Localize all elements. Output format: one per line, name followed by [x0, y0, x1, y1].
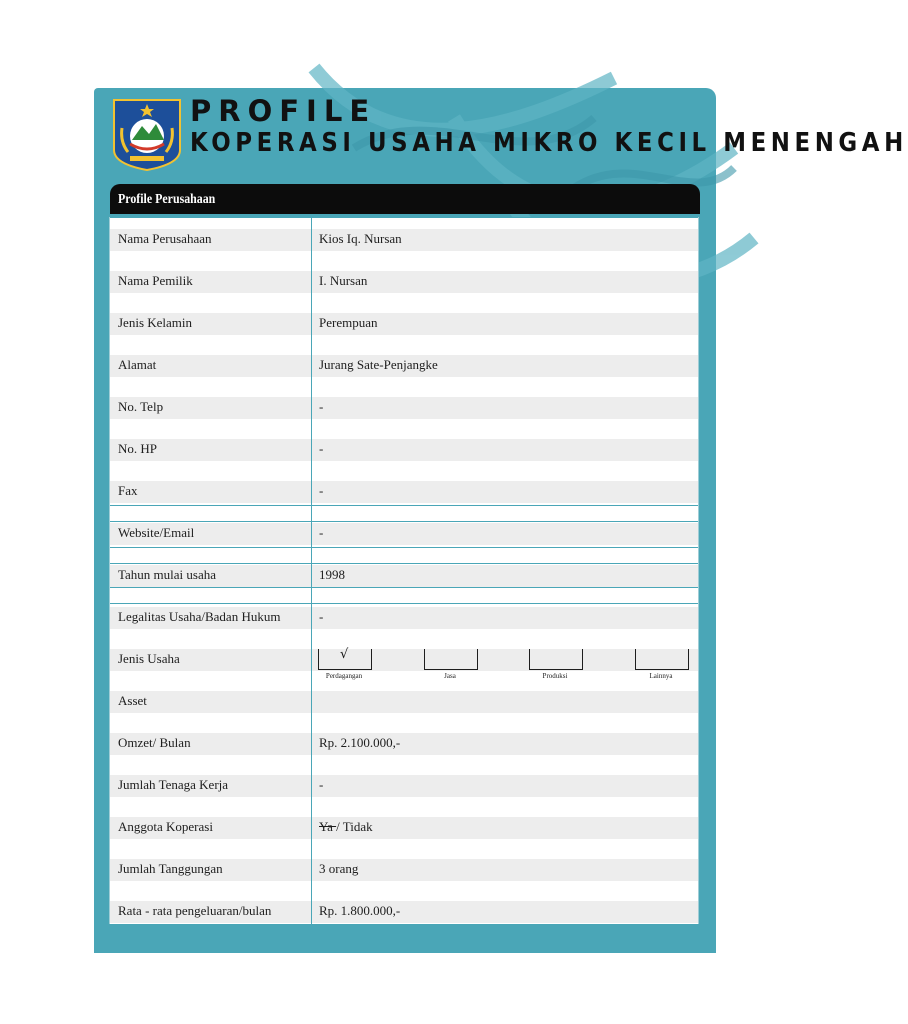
- page-title: PROFILE: [190, 94, 377, 128]
- checkbox-jasa[interactable]: [424, 649, 478, 670]
- row-label-asset: Asset: [118, 693, 147, 708]
- row-value-no-telp: -: [319, 399, 324, 414]
- row-value-anggota-koperasi: [319, 819, 373, 835]
- option-label-jasa: Jasa: [444, 672, 456, 680]
- row-value-website-email: -: [319, 525, 324, 540]
- option-label-produksi: Produksi: [542, 672, 568, 680]
- profile-table: [109, 217, 699, 924]
- row-value-no-hp: -: [319, 441, 324, 456]
- table-rule: [110, 505, 698, 506]
- row-label-jenis-kelamin: Jenis Kelamin: [118, 315, 193, 330]
- row-label-website-email: Website/Email: [118, 525, 195, 540]
- checkbox-perdagangan[interactable]: [318, 649, 372, 670]
- row-label-fax: Fax: [118, 483, 138, 498]
- row-label-omzet: Omzet/ Bulan: [118, 735, 191, 750]
- row-label-legalitas-usaha: Legalitas Usaha/Badan Hukum: [118, 609, 281, 624]
- row-value-nama-perusahaan: Kios Iq. Nursan: [319, 231, 402, 246]
- row-label-nama-perusahaan: Nama Perusahaan: [118, 231, 212, 246]
- table-rule: [110, 587, 698, 588]
- checkbox-produksi[interactable]: [529, 649, 583, 670]
- row-value-jenis-kelamin: Perempuan: [319, 315, 378, 330]
- row-label-no-telp: No. Telp: [118, 399, 164, 414]
- page-subtitle: KOPERASI USAHA MIKRO KECIL MENENGAH: [190, 128, 908, 158]
- row-value-alamat: Jurang Sate-Penjangke: [319, 357, 438, 372]
- table-rule: [110, 603, 698, 604]
- row-value-jumlah-tenaga-kerja: -: [319, 777, 324, 792]
- row-label-jumlah-tenaga-kerja: Jumlah Tenaga Kerja: [118, 777, 229, 792]
- row-label-anggota-koperasi: Anggota Koperasi: [118, 819, 213, 834]
- row-label-jumlah-tanggungan: Jumlah Tanggungan: [118, 861, 223, 876]
- row-value-jumlah-tanggungan: 3 orang: [319, 861, 359, 876]
- section-header: [110, 184, 700, 214]
- profile-card: [94, 88, 908, 953]
- table-rule: [110, 547, 698, 548]
- row-value-omzet: Rp. 2.100.000,-: [319, 735, 401, 750]
- option-ya-struck: Ya: [319, 819, 337, 834]
- row-label-rata-pengeluaran: Rata - rata pengeluaran/bulan: [118, 903, 272, 918]
- row-value-tahun-mulai-usaha: 1998: [319, 567, 345, 582]
- row-label-alamat: Alamat: [118, 357, 157, 372]
- table-rule: [110, 521, 698, 522]
- row-value-rata-pengeluaran: Rp. 1.800.000,-: [319, 903, 401, 918]
- regional-emblem-icon: [112, 98, 182, 172]
- row-value-nama-pemilik: I. Nursan: [319, 273, 368, 288]
- table-rule: [110, 563, 698, 564]
- table-rule: [110, 217, 698, 218]
- row-value-legalitas-usaha: -: [319, 609, 324, 624]
- section-title: Profile Perusahaan: [118, 192, 216, 207]
- row-value-fax: -: [319, 483, 324, 498]
- option-label-lainnya: Lainnya: [649, 672, 673, 680]
- row-label-jenis-usaha: Jenis Usaha: [118, 651, 180, 666]
- column-divider: [311, 217, 312, 924]
- row-label-no-hp: No. HP: [118, 441, 158, 456]
- row-label-nama-pemilik: Nama Pemilik: [118, 273, 193, 288]
- check-mark-icon: √: [340, 647, 349, 662]
- checkbox-lainnya[interactable]: [635, 649, 689, 670]
- option-label-perdagangan: Perdagangan: [325, 672, 363, 680]
- option-tidak: / Tidak: [336, 819, 373, 834]
- row-label-tahun-mulai-usaha: Tahun mulai usaha: [118, 567, 217, 582]
